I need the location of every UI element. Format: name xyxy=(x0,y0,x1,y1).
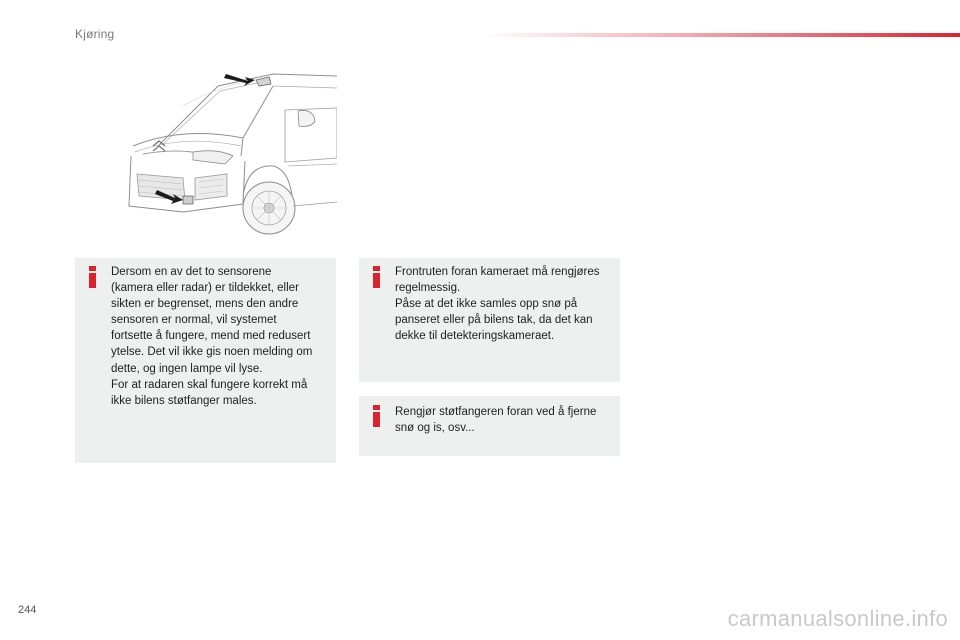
info-icon xyxy=(372,405,382,427)
van-sensors-illustration xyxy=(123,66,337,242)
info-note-sensors-covered xyxy=(75,258,336,463)
info-icon xyxy=(372,266,382,288)
info-icon xyxy=(88,266,98,288)
watermark: carmanualsonline.info xyxy=(727,606,948,631)
section-title: Kjøring xyxy=(75,27,115,41)
info-note-text: Frontruten foran kameraet må rengjøres regelmessig. Påse at det ikke samles opp snø på panseret eller på bilens tak, da det kan dekke til detekteringskameraet. xyxy=(395,266,600,343)
info-note-windshield-cleaning xyxy=(359,258,620,382)
info-note-bumper-cleaning xyxy=(359,396,620,456)
info-note-text: Rengjør støtfangeren foran ved å fjerne snø og is, osv... xyxy=(395,406,597,435)
info-note-text: Dersom en av det to sensorene (kamera eller radar) er tildekket, eller sikten er begrenset, mens den andre sensoren er normal, vil systemet fortsette å fungere, mend med redusert ytelse. Det vil ikke gis noen melding om dette, og ingen lampe vil lyse. For at radaren skal fungere korrekt må ikke bilens støtfanger males. xyxy=(111,266,313,407)
header-accent-rule xyxy=(480,33,960,37)
page-number: 244 xyxy=(18,604,37,616)
